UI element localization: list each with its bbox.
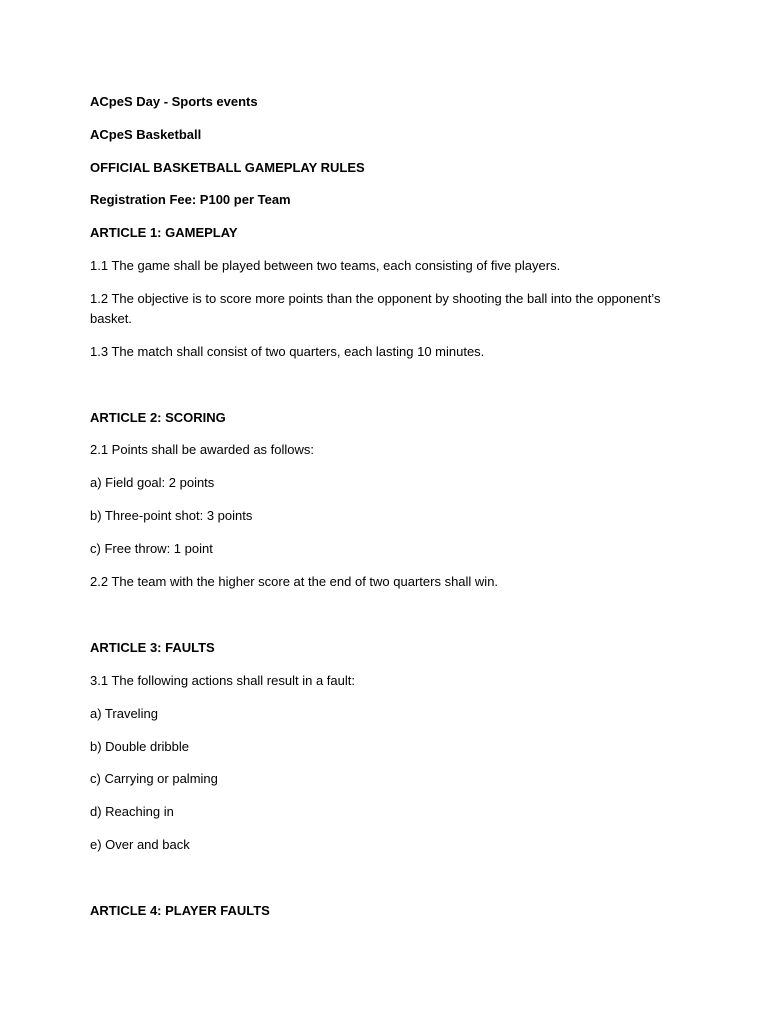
article-2-item: 2.1 Points shall be awarded as follows: <box>90 442 315 457</box>
article-1-item: 1.3 The match shall consist of two quarters, each lasting 10 minutes. <box>90 344 485 359</box>
article-3-item: 3.1 The following actions shall result in a fault: <box>90 673 355 688</box>
article-4-title: ARTICLE 4: PLAYER FAULTS <box>90 903 270 918</box>
article-1-title: ARTICLE 1: GAMEPLAY <box>90 225 238 240</box>
article-3-item: a) Traveling <box>90 706 158 721</box>
article-3-item: c) Carrying or palming <box>90 771 218 786</box>
article-3-title: ARTICLE 3: FAULTS <box>90 640 215 655</box>
article-1-item: 1.2 The objective is to score more points than the opponent by shooting the ball into the opponent’s basket. <box>90 291 661 326</box>
article-3-item: b) Double dribble <box>90 739 190 754</box>
article-2-item: b) Three-point shot: 3 points <box>90 508 253 523</box>
article-2-item: c) Free throw: 1 point <box>90 541 213 556</box>
article-1-item: 1.1 The game shall be played between two teams, each consisting of five players. <box>90 258 561 273</box>
article-2-item: a) Field goal: 2 points <box>90 475 215 490</box>
article-3-item: d) Reaching in <box>90 804 174 819</box>
rules-title: OFFICIAL BASKETBALL GAMEPLAY RULES <box>90 160 365 175</box>
article-2-title: ARTICLE 2: SCORING <box>90 410 226 425</box>
event-title: ACpeS Day - Sports events <box>90 94 258 109</box>
registration-fee: Registration Fee: P100 per Team <box>90 192 291 207</box>
sport-title: ACpeS Basketball <box>90 127 202 142</box>
article-2-item: 2.2 The team with the higher score at the end of two quarters shall win. <box>90 574 499 589</box>
article-3-item: e) Over and back <box>90 837 190 852</box>
